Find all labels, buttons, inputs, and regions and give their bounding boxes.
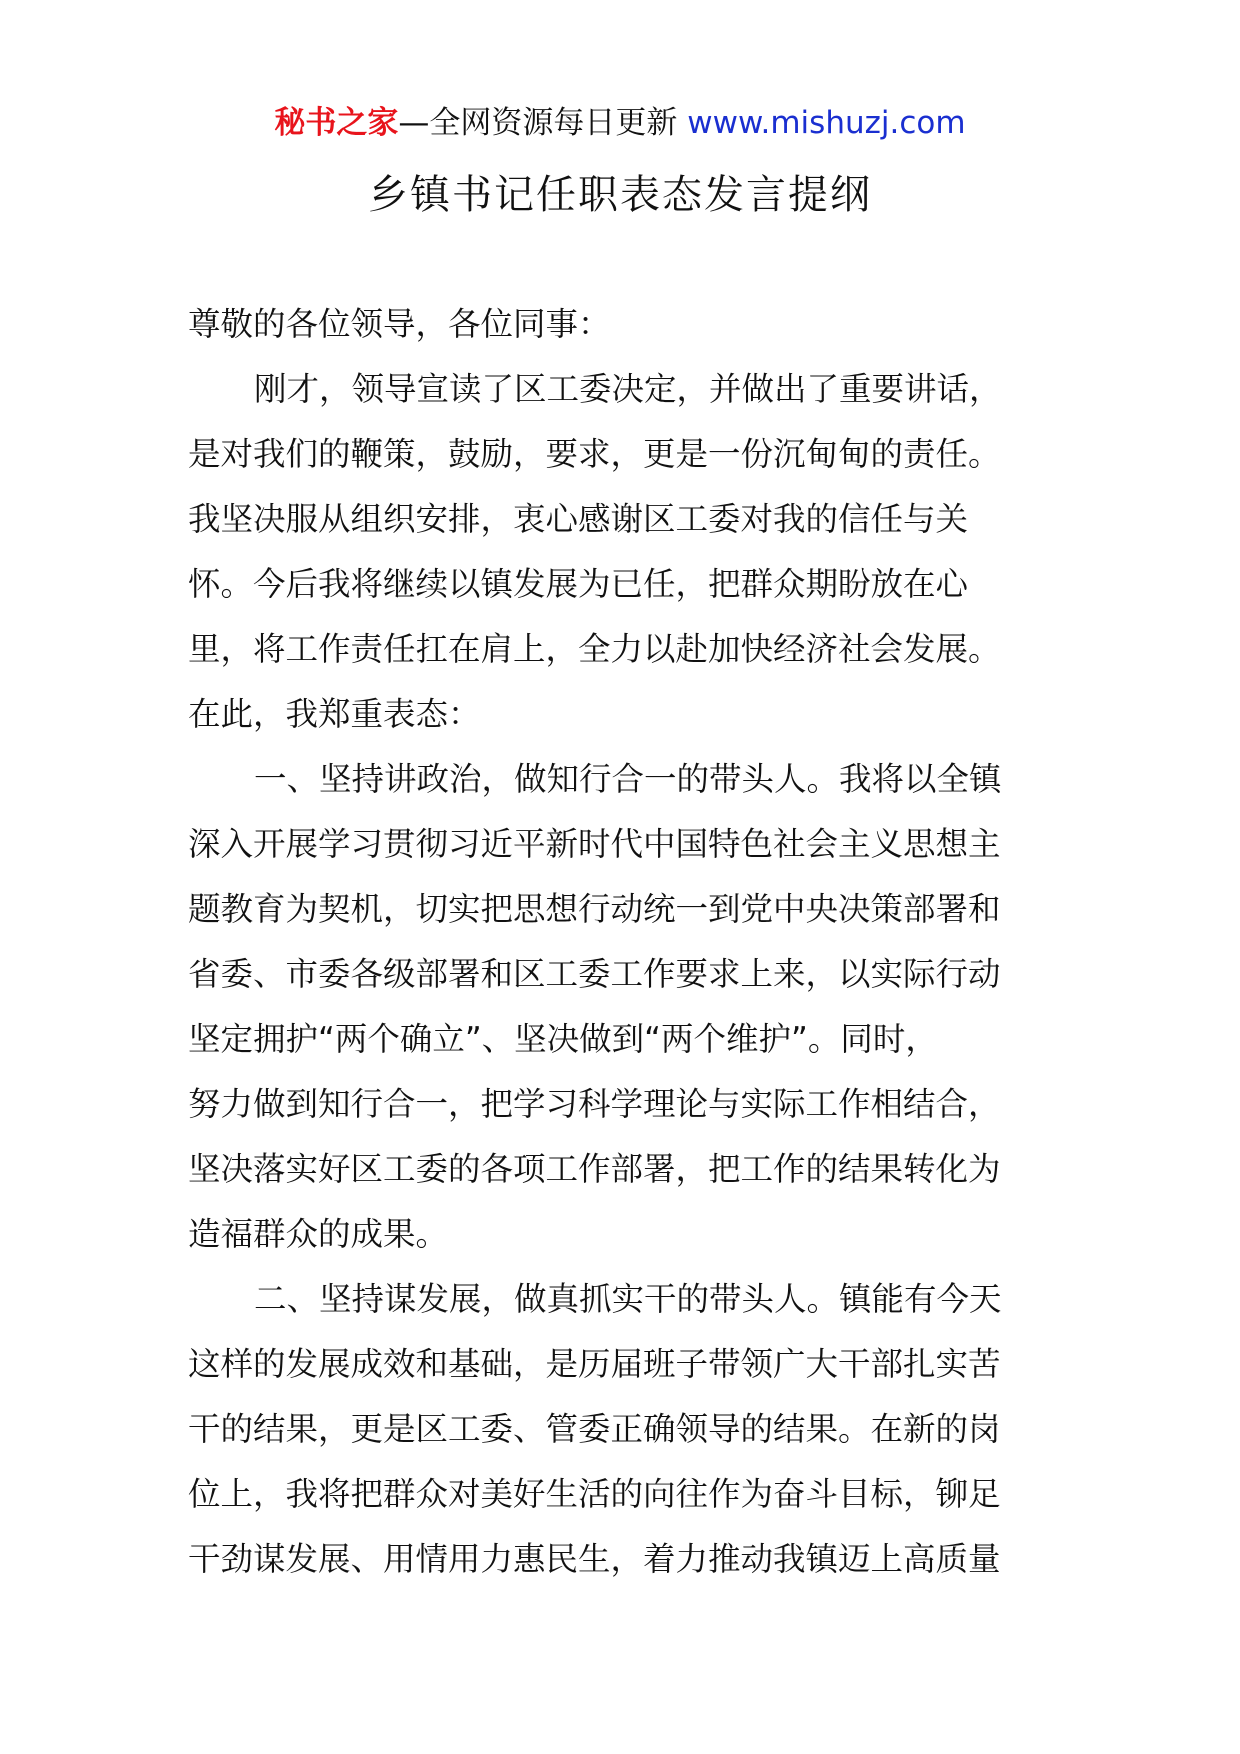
paragraph-line: 题教育为契机，切实把思想行动统一到党中央决策部署和 bbox=[188, 890, 1001, 928]
paragraph-line: 这样的发展成效和基础，是历届班子带领广大干部扎实苦 bbox=[188, 1345, 1001, 1383]
paragraph-line: 刚才，领导宣读了区工委决定，并做出了重要讲话， bbox=[254, 370, 1002, 408]
paragraph-line: 深入开展学习贯彻习近平新时代中国特色社会主义思想主 bbox=[188, 825, 1001, 863]
salutation: 尊敬的各位领导，各位同事： bbox=[188, 305, 611, 343]
paragraph-line: 里，将工作责任扛在肩上，全力以赴加快经济社会发展。 bbox=[188, 630, 1001, 668]
header-tagline: —全网资源每日更新 bbox=[398, 105, 688, 141]
document-body bbox=[188, 292, 1058, 1592]
brand-name: 秘书之家 bbox=[274, 105, 399, 141]
site-url-link[interactable]: www.mishuzj.com bbox=[687, 105, 966, 141]
paragraph-line: 造福群众的成果。 bbox=[188, 1215, 449, 1253]
paragraph-line: 位上，我将把群众对美好生活的向往作为奋斗目标，铆足 bbox=[188, 1475, 1001, 1513]
document-title: 乡镇书记任职表态发言提纲 bbox=[368, 172, 872, 218]
paragraph-line: 我坚决服从组织安排，衷心感谢区工委对我的信任与关 bbox=[188, 500, 969, 538]
paragraph-line: 干劲谋发展、用情用力惠民生，着力推动我镇迈上高质量 bbox=[188, 1540, 1001, 1578]
site-header bbox=[0, 100, 1240, 146]
paragraph-line: 是对我们的鞭策，鼓励，要求，更是一份沉甸甸的责任。 bbox=[188, 435, 1001, 473]
paragraph-line: 坚决落实好区工委的各项工作部署，把工作的结果转化为 bbox=[188, 1150, 1001, 1188]
paragraph-line: 努力做到知行合一，把学习科学理论与实际工作相结合， bbox=[188, 1085, 1001, 1123]
paragraph-line: 在此，我郑重表态： bbox=[188, 695, 481, 733]
section-heading-line: 一、坚持讲政治，做知行合一的带头人。我将以全镇 bbox=[254, 760, 1002, 798]
paragraph-line: 坚定拥护“两个确立”、坚决做到“两个维护”。同时， bbox=[188, 1020, 938, 1058]
paragraph-line: 省委、市委各级部署和区工委工作要求上来，以实际行动 bbox=[188, 955, 1001, 993]
paragraph-line: 干的结果，更是区工委、管委正确领导的结果。在新的岗 bbox=[188, 1410, 1001, 1448]
paragraph-line: 怀。今后我将继续以镇发展为已任，把群众期盼放在心 bbox=[188, 565, 969, 603]
section-heading-line: 二、坚持谋发展，做真抓实干的带头人。镇能有今天 bbox=[254, 1280, 1002, 1318]
